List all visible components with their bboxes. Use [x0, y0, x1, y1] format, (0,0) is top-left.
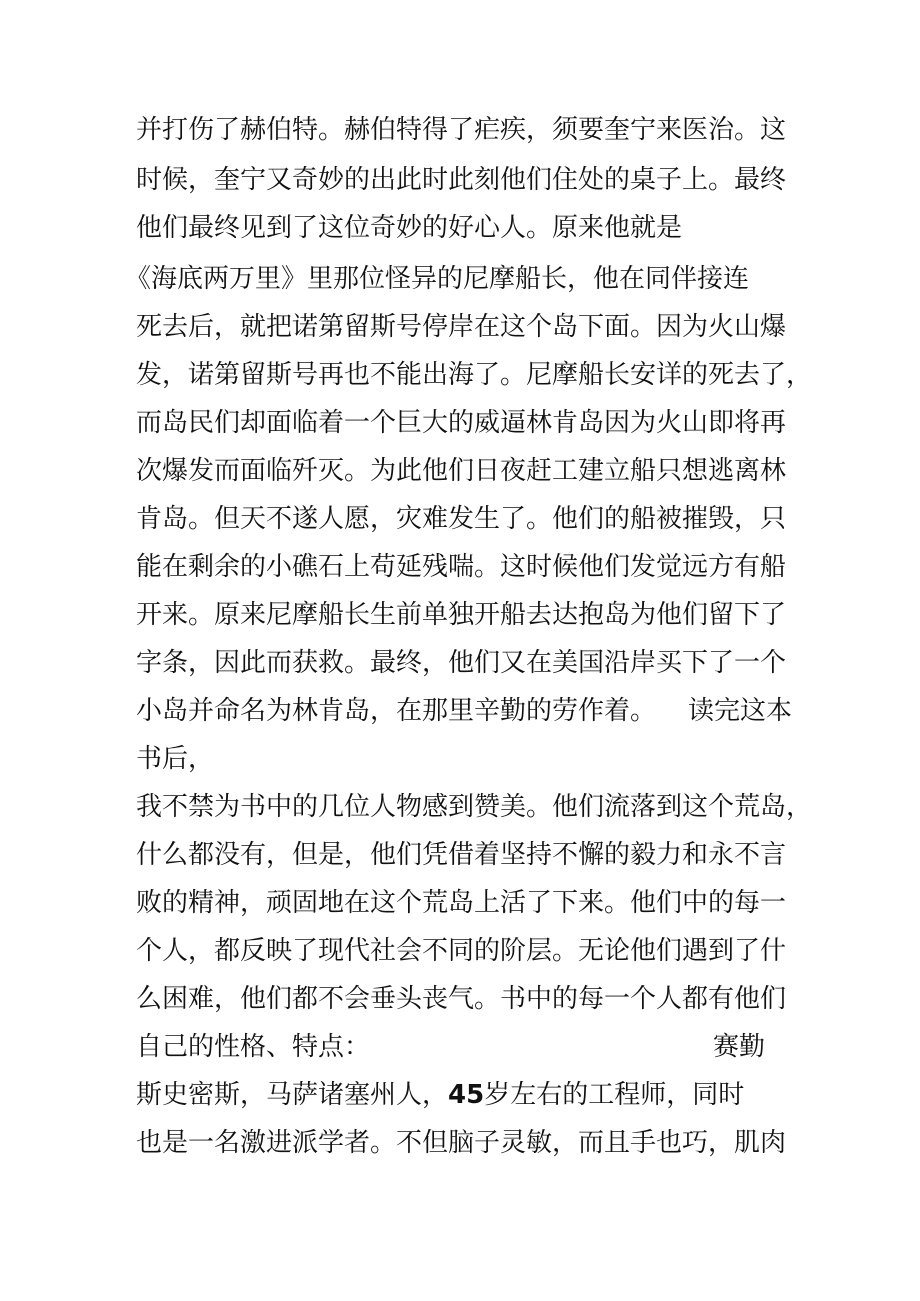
text-line: 时候，奎宁又奇妙的出此时此刻他们住处的桌子上。最终	[136, 165, 787, 195]
text-line: 赛勤	[713, 1032, 766, 1062]
text-line: 能在剩余的小礁石上苟延残喘。这时候他们发觉远方有船	[136, 552, 787, 582]
text-line: 他们最终见到了这位奇妙的好心人。原来他就是	[136, 213, 683, 243]
text-line: 自己的性格、特点：	[136, 1032, 371, 1062]
age-number: 45	[448, 1080, 485, 1110]
text-line: 死去后，就把诺第留斯号停岸在这个岛下面。因为火山爆	[136, 312, 787, 342]
text-line: 什么都没有，但是，他们凭借着坚持不懈的毅力和永不言	[136, 840, 787, 870]
text-line: 我不禁为书中的几位人物感到赞美。他们流落到这个荒岛，	[136, 792, 813, 822]
text-line: 肯岛。但天不遂人愿，灾难发生了。他们的船被摧毁，只	[136, 504, 787, 534]
text-line: 并打伤了赫伯特。赫伯特得了疟疾，须要奎宁来医治。这	[136, 115, 787, 145]
text-line: 次爆发而面临歼灭。为此他们日夜赶工建立船只想逃离林	[136, 456, 787, 486]
text-line: 开来。原来尼摩船长生前单独开船去达抱岛为他们留下了	[136, 600, 787, 630]
text-line: 字条，因此而获救。最终，他们又在美国沿岸买下了一个	[136, 648, 787, 678]
text-fragment: 岁左右的工程师，同时	[484, 1080, 745, 1110]
text-line: 个人，都反映了现代社会不同的阶层。无论他们遇到了什	[136, 936, 787, 966]
text-line: 读完这本	[688, 696, 793, 726]
text-fragment: 斯史密斯，马萨诸塞州人，	[136, 1080, 449, 1110]
text-line: 败的精神，顽固地在这个荒岛上活了下来。他们中的每一	[136, 888, 787, 918]
text-line: 小岛并命名为林肯岛，在那里辛勤的劳作着。	[136, 696, 657, 726]
text-line: 《海底两万里》里那位怪异的尼摩船长，他在同伴接连	[125, 264, 750, 294]
text-line	[136, 1080, 744, 1110]
text-line: 发，诺第留斯号再也不能出海了。尼摩船长安详的死去了，	[136, 360, 813, 390]
text-line: 而岛民们却面临着一个巨大的威逼林肯岛因为火山即将再	[136, 408, 787, 438]
text-line: 也是一名激进派学者。不但脑子灵敏，而且手也巧，肌肉	[136, 1128, 787, 1158]
text-line: 么困难，他们都不会垂头丧气。书中的每一个人都有他们	[136, 984, 787, 1014]
text-line: 书后，	[136, 744, 215, 774]
